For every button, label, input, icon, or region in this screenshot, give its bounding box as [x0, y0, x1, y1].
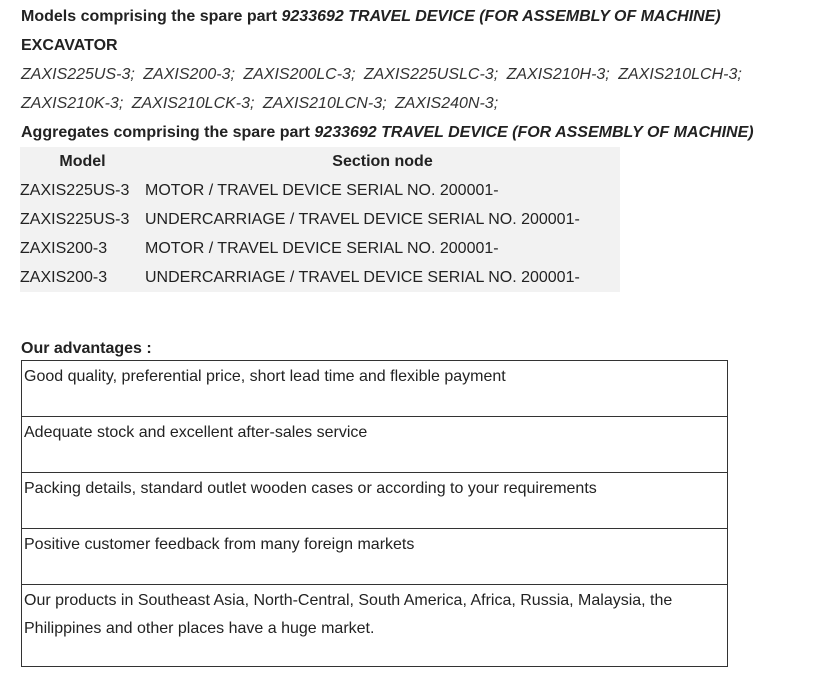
models-heading-line2: EXCAVATOR: [21, 37, 118, 54]
aggregates-table: [20, 147, 620, 292]
cell-model: ZAXIS200-3: [20, 269, 108, 286]
cell-section[interactable]: UNDERCARRIAGE / TRAVEL DEVICE SERIAL NO. 200001-: [145, 269, 580, 286]
models-line-1: [21, 60, 821, 89]
table-header-row: [20, 147, 620, 176]
table-row[interactable]: [20, 205, 620, 234]
table-row[interactable]: [20, 263, 620, 292]
model-link[interactable]: ZAXIS210K-3;: [21, 95, 124, 112]
models-heading-prefix: Models comprising the spare part: [21, 8, 282, 25]
model-link[interactable]: ZAXIS240N-3;: [394, 95, 499, 112]
advantage-item: Packing details, standard outlet wooden cases or according to your requirements: [22, 472, 727, 528]
advantages-table: [21, 360, 728, 667]
content: [21, 0, 821, 667]
models-heading-part: 9233692 TRAVEL DEVICE (FOR ASSEMBLY OF MACHINE): [281, 8, 721, 25]
cell-model: ZAXIS200-3: [20, 240, 108, 257]
advantage-item: Adequate stock and excellent after-sales service: [22, 416, 727, 472]
aggregates-heading-prefix: Aggregates comprising the spare part: [21, 124, 315, 141]
model-link[interactable]: ZAXIS225USLC-3;: [363, 66, 499, 83]
table-row[interactable]: [20, 234, 620, 263]
model-link[interactable]: ZAXIS210LCN-3;: [262, 95, 387, 112]
advantages-title: Our advantages :: [21, 340, 152, 357]
advantage-item: Good quality, preferential price, short lead time and flexible payment: [24, 368, 506, 385]
cell-section[interactable]: MOTOR / TRAVEL DEVICE SERIAL NO. 200001-: [145, 240, 499, 257]
cell-section[interactable]: UNDERCARRIAGE / TRAVEL DEVICE SERIAL NO. 200001-: [145, 211, 580, 228]
advantage-item: Our products in Southeast Asia, North-Central, South America, Africa, Russia, Malaysia, the Philippines and other places have a huge market.: [22, 584, 727, 666]
aggregates-heading-part: 9233692 TRAVEL DEVICE (FOR ASSEMBLY OF MACHINE): [314, 124, 754, 141]
models-line-2: [21, 89, 821, 118]
models-heading: [21, 2, 821, 31]
advantage-item: Positive customer feedback from many foreign markets: [22, 528, 727, 584]
model-link[interactable]: ZAXIS200-3;: [143, 66, 235, 83]
cell-model: ZAXIS225US-3: [20, 211, 130, 228]
model-link[interactable]: ZAXIS210LCH-3;: [618, 66, 742, 83]
column-header-section: Section node: [332, 153, 433, 170]
models-list: [21, 60, 821, 118]
aggregates-heading: [21, 118, 821, 147]
table-row[interactable]: [20, 176, 620, 205]
model-link[interactable]: ZAXIS210H-3;: [506, 66, 610, 83]
cell-section[interactable]: MOTOR / TRAVEL DEVICE SERIAL NO. 200001-: [145, 182, 499, 199]
model-link[interactable]: ZAXIS225US-3;: [21, 66, 135, 83]
model-link[interactable]: ZAXIS200LC-3;: [243, 66, 356, 83]
column-header-model: Model: [59, 153, 106, 170]
model-link[interactable]: ZAXIS210LCK-3;: [131, 95, 255, 112]
cell-model: ZAXIS225US-3: [20, 182, 130, 199]
